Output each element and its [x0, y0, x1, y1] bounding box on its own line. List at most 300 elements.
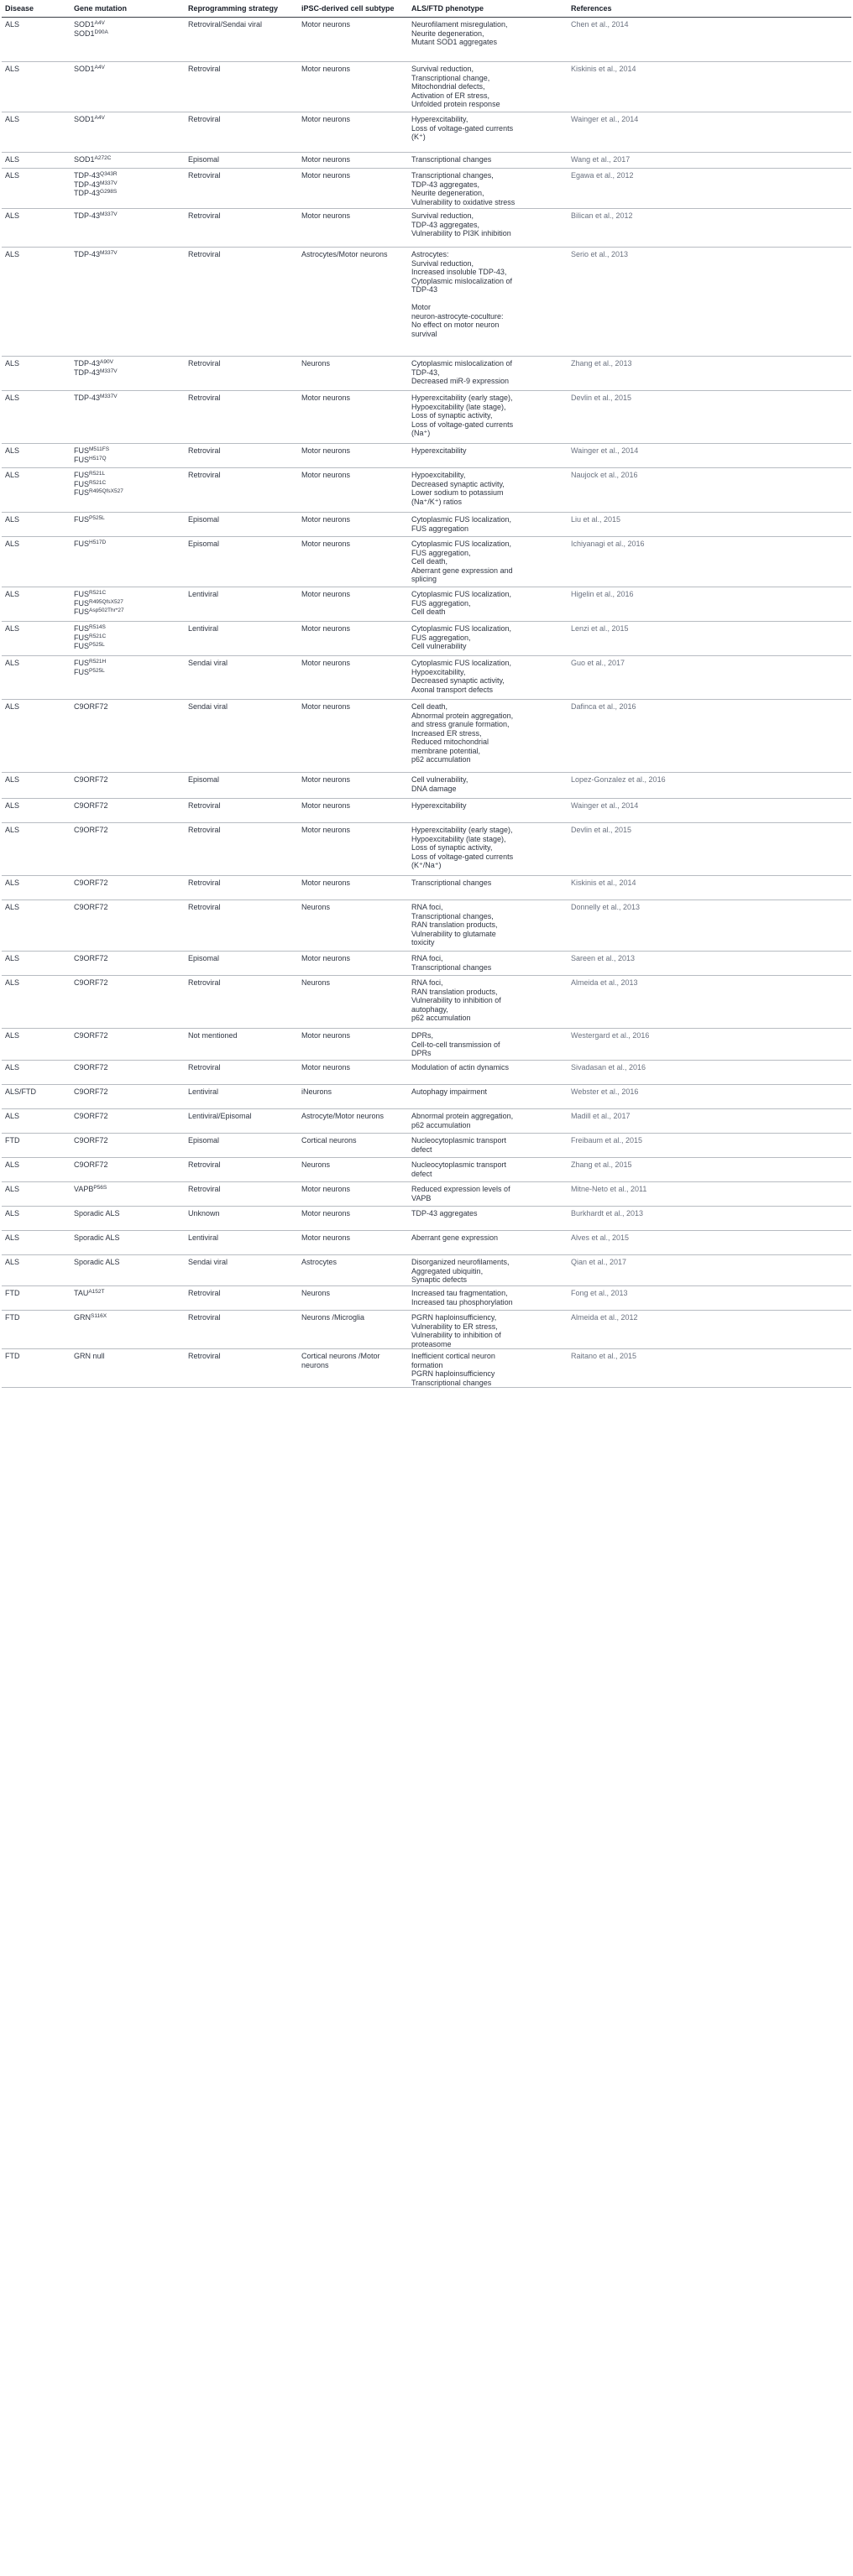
gene-line [74, 879, 181, 888]
table-row [2, 153, 851, 169]
cell-cell-subtype: Motor neurons [298, 773, 408, 799]
cell-reference[interactable]: Lenzi et al., 2015 [568, 622, 851, 656]
cell-cell-subtype: Cortical neurons /Motor neurons [298, 1349, 408, 1388]
phenotype-line: membrane potential, [411, 746, 481, 755]
gene-name: FUS [74, 540, 89, 548]
gene-line [74, 1313, 181, 1322]
header-row [2, 0, 851, 18]
cell-cell-subtype: Motor neurons [298, 952, 408, 976]
cell-cell-subtype: Neurons [298, 976, 408, 1029]
cell-cell-subtype: Motor neurons [298, 656, 408, 700]
cell-disease: ALS [2, 209, 71, 248]
cell-gene-mutation [71, 1349, 185, 1388]
gene-line [74, 29, 181, 39]
gene-name: GRN null [74, 1352, 105, 1360]
phenotype-line: Hyperexcitability [411, 446, 467, 455]
phenotype-line: Vulnerability to ER stress, [411, 1322, 498, 1331]
phenotype-line: Increased tau phosphorylation [411, 1297, 513, 1306]
cell-phenotype [408, 1158, 568, 1182]
gene-line [74, 1136, 181, 1145]
phenotype-line: Decreased synaptic activity, [411, 479, 505, 488]
phenotype-line: Transcriptional changes [411, 1378, 492, 1387]
cell-cell-subtype: Cortical neurons [298, 1134, 408, 1158]
cell-reference[interactable]: Wainger et al., 2014 [568, 799, 851, 823]
phenotype-line: (Na⁺) [411, 429, 431, 437]
phenotype-line: Inefficient cortical neuron [411, 1352, 495, 1360]
cell-reference[interactable]: Donnelly et al., 2013 [568, 900, 851, 952]
cell-cell-subtype: Motor neurons [298, 209, 408, 248]
table-row [2, 773, 851, 799]
cell-cell-subtype: Neurons [298, 900, 408, 952]
phenotype-table [2, 0, 851, 1388]
phenotype-line: neuron-astrocyte-coculture: [411, 311, 504, 321]
phenotype-line: proteasome [411, 1339, 452, 1348]
mutation-superscript: A4V [94, 20, 105, 26]
cell-disease: ALS [2, 62, 71, 112]
cell-reference[interactable]: Madill et al., 2017 [568, 1109, 851, 1134]
cell-gene-mutation [71, 1109, 185, 1134]
phenotype-line: Transcriptional changes [411, 962, 492, 972]
cell-reference[interactable]: Kiskinis et al., 2014 [568, 876, 851, 900]
cell-reference[interactable]: Freibaum et al., 2015 [568, 1134, 851, 1158]
gene-line [74, 471, 181, 480]
table-row [2, 900, 851, 952]
cell-phenotype [408, 112, 568, 153]
gene-name: Sporadic ALS [74, 1233, 120, 1242]
cell-phenotype [408, 656, 568, 700]
cell-phenotype [408, 1061, 568, 1085]
cell-disease: ALS [2, 900, 71, 952]
cell-gene-mutation [71, 1207, 185, 1231]
cell-reference[interactable]: Westergard et al., 2016 [568, 1029, 851, 1061]
cell-phenotype [408, 1286, 568, 1311]
cell-disease: ALS [2, 18, 71, 62]
cell-reference[interactable]: Higelin et al., 2016 [568, 587, 851, 622]
table-row [2, 444, 851, 468]
cell-strategy: Retroviral [185, 1311, 298, 1349]
cell-phenotype [408, 1349, 568, 1388]
mutation-superscript: A272C [94, 155, 112, 161]
phenotype-line: defect [411, 1169, 432, 1178]
phenotype-line: Vulnerability to inhibition of [411, 1331, 501, 1339]
cell-reference[interactable]: Naujock et al., 2016 [568, 468, 851, 513]
phenotype-line: p62 accumulation [411, 755, 471, 764]
phenotype-line: Aggregated ubiquitin, [411, 1266, 484, 1275]
table-row [2, 468, 851, 513]
cell-cell-subtype: Neurons [298, 357, 408, 391]
table-row [2, 248, 851, 357]
cell-gene-mutation [71, 468, 185, 513]
cell-phenotype [408, 62, 568, 112]
table-row [2, 1182, 851, 1207]
cell-reference[interactable]: Serio et al., 2013 [568, 248, 851, 357]
phenotype-line [411, 295, 564, 304]
cell-gene-mutation [71, 537, 185, 587]
gene-line [74, 1063, 181, 1072]
cell-reference[interactable]: Sareen et al., 2013 [568, 952, 851, 976]
cell-strategy: Episomal [185, 1134, 298, 1158]
cell-strategy: Episomal [185, 153, 298, 169]
cell-disease: ALS [2, 468, 71, 513]
cell-gene-mutation [71, 1255, 185, 1286]
mutation-superscript: R495QfsX527 [89, 488, 123, 494]
phenotype-line: RAN translation products, [411, 987, 498, 996]
gene-line [74, 903, 181, 912]
mutation-superscript: R521C [89, 479, 107, 486]
cell-reference[interactable]: Bilican et al., 2012 [568, 209, 851, 248]
cell-gene-mutation [71, 1029, 185, 1061]
cell-phenotype [408, 537, 568, 587]
phenotype-line: Increased insoluble TDP-43, [411, 268, 507, 276]
cell-gene-mutation [71, 799, 185, 823]
cell-reference[interactable]: Sivadasan et al., 2016 [568, 1061, 851, 1085]
cell-disease: ALS [2, 656, 71, 700]
mutation-superscript: A4V [94, 115, 105, 121]
gene-line [74, 801, 181, 811]
mutation-superscript: H517D [89, 540, 107, 545]
table-row [2, 1029, 851, 1061]
gene-line [74, 359, 181, 368]
phenotype-line: Mitochondrial defects, [411, 82, 485, 91]
table-row [2, 537, 851, 587]
cell-disease: ALS [2, 587, 71, 622]
gene-name: FUS [74, 455, 89, 464]
phenotype-line: Hyperexcitability [411, 801, 467, 810]
header-references: References [568, 0, 851, 18]
cell-strategy: Retroviral [185, 1286, 298, 1311]
gene-name: TDP-43 [74, 171, 101, 180]
cell-phenotype [408, 444, 568, 468]
phenotype-line: Cytoplasmic FUS localization, [411, 659, 512, 667]
cell-phenotype [408, 876, 568, 900]
cell-disease: ALS [2, 444, 71, 468]
mutation-superscript: M337V [100, 368, 118, 374]
gene-line [74, 250, 181, 259]
table-row [2, 876, 851, 900]
cell-reference[interactable]: Devlin et al., 2015 [568, 823, 851, 876]
phenotype-line: DPRs, [411, 1031, 434, 1040]
gene-line [74, 642, 181, 651]
cell-strategy: Episomal [185, 537, 298, 587]
gene-line [74, 624, 181, 634]
phenotype-line: RNA foci, [411, 978, 443, 987]
mutation-superscript: A152T [88, 1289, 105, 1295]
cell-gene-mutation [71, 823, 185, 876]
mutation-superscript: P56S [93, 1185, 107, 1191]
header-cell-subtype: iPSC-derived cell subtype [298, 0, 408, 18]
cell-disease: ALS [2, 248, 71, 357]
gene-name: C9ORF72 [74, 826, 108, 834]
gene-name: C9ORF72 [74, 775, 108, 784]
cell-gene-mutation [71, 587, 185, 622]
cell-cell-subtype: Motor neurons [298, 18, 408, 62]
cell-disease: ALS [2, 1182, 71, 1207]
phenotype-line: Motor [411, 303, 432, 311]
cell-strategy: Retroviral [185, 391, 298, 444]
cell-cell-subtype: Motor neurons [298, 112, 408, 153]
cell-strategy: Retroviral [185, 1061, 298, 1085]
gene-line [74, 826, 181, 835]
cell-reference[interactable]: Devlin et al., 2015 [568, 391, 851, 444]
cell-disease: ALS [2, 1109, 71, 1134]
cell-reference[interactable]: Alves et al., 2015 [568, 1231, 851, 1255]
cell-gene-mutation [71, 209, 185, 248]
cell-cell-subtype: Motor neurons [298, 513, 408, 537]
cell-cell-subtype: Motor neurons [298, 153, 408, 169]
phenotype-line: formation [411, 1360, 443, 1369]
cell-gene-mutation [71, 169, 185, 209]
phenotype-line: Mutant SOD1 aggregates [411, 38, 498, 46]
cell-phenotype [408, 952, 568, 976]
gene-line [74, 1087, 181, 1097]
table-row [2, 1061, 851, 1085]
cell-disease: FTD [2, 1286, 71, 1311]
mutation-superscript: M511FS [89, 446, 110, 452]
cell-phenotype [408, 1311, 568, 1349]
cell-strategy: Retroviral [185, 1349, 298, 1388]
gene-name: C9ORF72 [74, 903, 108, 911]
phenotype-line: Vulnerability to glutamate [411, 929, 496, 938]
phenotype-line: defect [411, 1145, 432, 1154]
table-row [2, 1255, 851, 1286]
cell-reference[interactable]: Wainger et al., 2014 [568, 444, 851, 468]
gene-line [74, 978, 181, 988]
gene-name: TDP-43 [74, 189, 101, 197]
mutation-superscript: D90A [94, 29, 108, 35]
gene-name: FUS [74, 633, 89, 642]
cell-cell-subtype: Motor neurons [298, 1182, 408, 1207]
cell-reference[interactable]: Almeida et al., 2013 [568, 976, 851, 1029]
cell-reference[interactable]: Webster et al., 2016 [568, 1085, 851, 1109]
cell-cell-subtype: Astrocytes/Motor neurons [298, 248, 408, 357]
phenotype-line: Hypoexcitability (late stage), [411, 402, 506, 411]
gene-name: C9ORF72 [74, 954, 108, 962]
phenotype-line: VAPB [411, 1193, 432, 1202]
cell-strategy: Retroviral [185, 900, 298, 952]
phenotype-line: p62 accumulation [411, 1120, 471, 1129]
cell-reference[interactable]: Zhang et al., 2015 [568, 1158, 851, 1182]
table-row [2, 823, 851, 876]
cell-reference[interactable]: Dafinca et al., 2016 [568, 700, 851, 773]
gene-name: C9ORF72 [74, 1112, 108, 1120]
phenotype-line: p62 accumulation [411, 1014, 471, 1022]
table-row [2, 209, 851, 248]
phenotype-line: (K⁺/Na⁺) [411, 861, 442, 869]
phenotype-line: Survival reduction, [411, 258, 474, 268]
cell-strategy: Retroviral [185, 209, 298, 248]
cell-reference[interactable]: Wainger et al., 2014 [568, 112, 851, 153]
cell-disease: ALS [2, 391, 71, 444]
cell-phenotype [408, 357, 568, 391]
cell-gene-mutation [71, 656, 185, 700]
cell-cell-subtype: Motor neurons [298, 799, 408, 823]
phenotype-line: FUS aggregation [411, 524, 469, 533]
gene-name: C9ORF72 [74, 1136, 108, 1145]
gene-name: C9ORF72 [74, 1031, 108, 1040]
cell-cell-subtype: Astrocytes [298, 1255, 408, 1286]
phenotype-line: Cytoplasmic FUS localization, [411, 590, 512, 598]
cell-strategy: Episomal [185, 952, 298, 976]
table-row [2, 1085, 851, 1109]
phenotype-line: (K⁺) [411, 133, 426, 141]
table-row [2, 357, 851, 391]
cell-gene-mutation [71, 153, 185, 169]
cell-reference[interactable]: Almeida et al., 2012 [568, 1311, 851, 1349]
cell-phenotype [408, 1231, 568, 1255]
cell-strategy: Retroviral [185, 1182, 298, 1207]
gene-name: FUS [74, 642, 89, 650]
gene-name: TDP-43 [74, 211, 101, 220]
gene-name: TAU [74, 1289, 89, 1297]
cell-reference[interactable]: Raitano et al., 2015 [568, 1349, 851, 1388]
phenotype-line: Cytoplasmic mislocalization of [411, 359, 513, 368]
gene-line [74, 954, 181, 963]
gene-name: FUS [74, 667, 89, 676]
cell-gene-mutation [71, 1134, 185, 1158]
gene-line [74, 394, 181, 403]
cell-phenotype [408, 18, 568, 62]
cell-strategy: Retroviral [185, 357, 298, 391]
gene-name: TDP-43 [74, 394, 101, 402]
cell-gene-mutation [71, 112, 185, 153]
header-reprogramming-strategy: Reprogramming strategy [185, 0, 298, 18]
phenotype-line: Increased ER stress, [411, 728, 482, 738]
gene-name: FUS [74, 624, 89, 633]
cell-phenotype [408, 823, 568, 876]
phenotype-line: Hypoexcitability, [411, 667, 466, 676]
gene-line [74, 1185, 181, 1194]
phenotype-line: FUS aggregation, [411, 598, 471, 607]
gene-name: C9ORF72 [74, 702, 108, 711]
cell-reference[interactable]: Ichiyanagi et al., 2016 [568, 537, 851, 587]
cell-cell-subtype: Motor neurons [298, 1029, 408, 1061]
cell-reference[interactable]: Mitne-Neto et al., 2011 [568, 1182, 851, 1207]
cell-disease: ALS [2, 622, 71, 656]
cell-reference[interactable]: Chen et al., 2014 [568, 18, 851, 62]
cell-gene-mutation [71, 1085, 185, 1109]
phenotype-line: RAN translation products, [411, 920, 498, 929]
cell-strategy: Retroviral [185, 468, 298, 513]
phenotype-line: Unfolded protein response [411, 100, 500, 108]
cell-reference[interactable]: Fong et al., 2013 [568, 1286, 851, 1311]
cell-gene-mutation [71, 18, 185, 62]
phenotype-line: survival [411, 329, 437, 338]
cell-phenotype [408, 1207, 568, 1231]
gene-name: SOD1 [74, 20, 95, 29]
cell-phenotype [408, 773, 568, 799]
cell-phenotype [408, 391, 568, 444]
gene-line [74, 155, 181, 164]
gene-name: C9ORF72 [74, 1160, 108, 1169]
cell-reference[interactable]: Guo et al., 2017 [568, 656, 851, 700]
phenotype-line: Cell vulnerability, [411, 775, 468, 784]
phenotype-line: Neurite degeneration, [411, 189, 484, 197]
cell-gene-mutation [71, 622, 185, 656]
cell-reference[interactable]: Qian et al., 2017 [568, 1255, 851, 1286]
cell-disease: ALS/FTD [2, 1085, 71, 1109]
cell-gene-mutation [71, 1286, 185, 1311]
phenotype-line: splicing [411, 575, 437, 583]
phenotype-line: Cytoplasmic FUS localization, [411, 540, 512, 548]
cell-gene-mutation [71, 248, 185, 357]
table-row [2, 169, 851, 209]
table-row [2, 1349, 851, 1388]
phenotype-line: Hyperexcitability (early stage), [411, 826, 513, 834]
cell-disease: ALS [2, 823, 71, 876]
cell-phenotype [408, 468, 568, 513]
gene-name: SOD1 [74, 65, 95, 73]
header-disease: Disease [2, 0, 71, 18]
table-row [2, 700, 851, 773]
gene-name: C9ORF72 [74, 1063, 108, 1072]
gene-name: TDP-43 [74, 250, 101, 258]
cell-cell-subtype: iNeurons [298, 1085, 408, 1109]
phenotype-line: Vulnerability to oxidative stress [411, 197, 515, 206]
gene-name: FUS [74, 607, 89, 616]
cell-disease: ALS [2, 1231, 71, 1255]
cell-reference[interactable]: Egawa et al., 2012 [568, 169, 851, 209]
phenotype-line: PGRN haploinsufficiency, [411, 1313, 497, 1322]
gene-line [74, 480, 181, 489]
phenotype-line: toxicity [411, 938, 435, 946]
gene-line [74, 668, 181, 677]
cell-cell-subtype: Neurons [298, 1158, 408, 1182]
cell-reference[interactable]: Kiskinis et al., 2014 [568, 62, 851, 112]
phenotype-line: TDP-43 aggregates, [411, 220, 480, 229]
cell-cell-subtype: Neurons /Microglia [298, 1311, 408, 1349]
gene-line [74, 1352, 181, 1361]
cell-phenotype [408, 1109, 568, 1134]
gene-line [74, 115, 181, 124]
table-row [2, 112, 851, 153]
cell-gene-mutation [71, 391, 185, 444]
cell-disease: ALS [2, 952, 71, 976]
cell-reference[interactable]: Zhang et al., 2013 [568, 357, 851, 391]
cell-cell-subtype: Motor neurons [298, 876, 408, 900]
cell-cell-subtype: Motor neurons [298, 444, 408, 468]
gene-name: Sporadic ALS [74, 1258, 120, 1266]
cell-phenotype [408, 799, 568, 823]
cell-cell-subtype: Motor neurons [298, 1231, 408, 1255]
gene-name: C9ORF72 [74, 1087, 108, 1096]
cell-gene-mutation [71, 773, 185, 799]
cell-gene-mutation [71, 876, 185, 900]
cell-reference[interactable]: Liu et al., 2015 [568, 513, 851, 537]
cell-cell-subtype: Motor neurons [298, 169, 408, 209]
gene-line [74, 1209, 181, 1218]
phenotype-line: Loss of synaptic activity, [411, 411, 493, 420]
cell-disease: ALS [2, 537, 71, 587]
cell-cell-subtype: Motor neurons [298, 823, 408, 876]
cell-strategy: Sendai viral [185, 1255, 298, 1286]
cell-cell-subtype: Motor neurons [298, 1207, 408, 1231]
cell-strategy: Retroviral [185, 799, 298, 823]
cell-reference[interactable]: Lopez-Gonzalez et al., 2016 [568, 773, 851, 799]
gene-name: C9ORF72 [74, 978, 108, 987]
phenotype-line: Abnormal protein aggregation, [411, 1112, 514, 1120]
gene-name: FUS [74, 488, 89, 497]
phenotype-line: Reduced expression levels of [411, 1185, 510, 1193]
cell-gene-mutation [71, 1182, 185, 1207]
cell-reference[interactable]: Wang et al., 2017 [568, 153, 851, 169]
cell-reference[interactable]: Burkhardt et al., 2013 [568, 1207, 851, 1231]
cell-gene-mutation [71, 357, 185, 391]
phenotype-line: No effect on motor neuron [411, 321, 500, 329]
cell-phenotype [408, 248, 568, 357]
gene-line [74, 456, 181, 465]
gene-line [74, 171, 181, 180]
mutation-superscript: R521L [89, 471, 106, 477]
